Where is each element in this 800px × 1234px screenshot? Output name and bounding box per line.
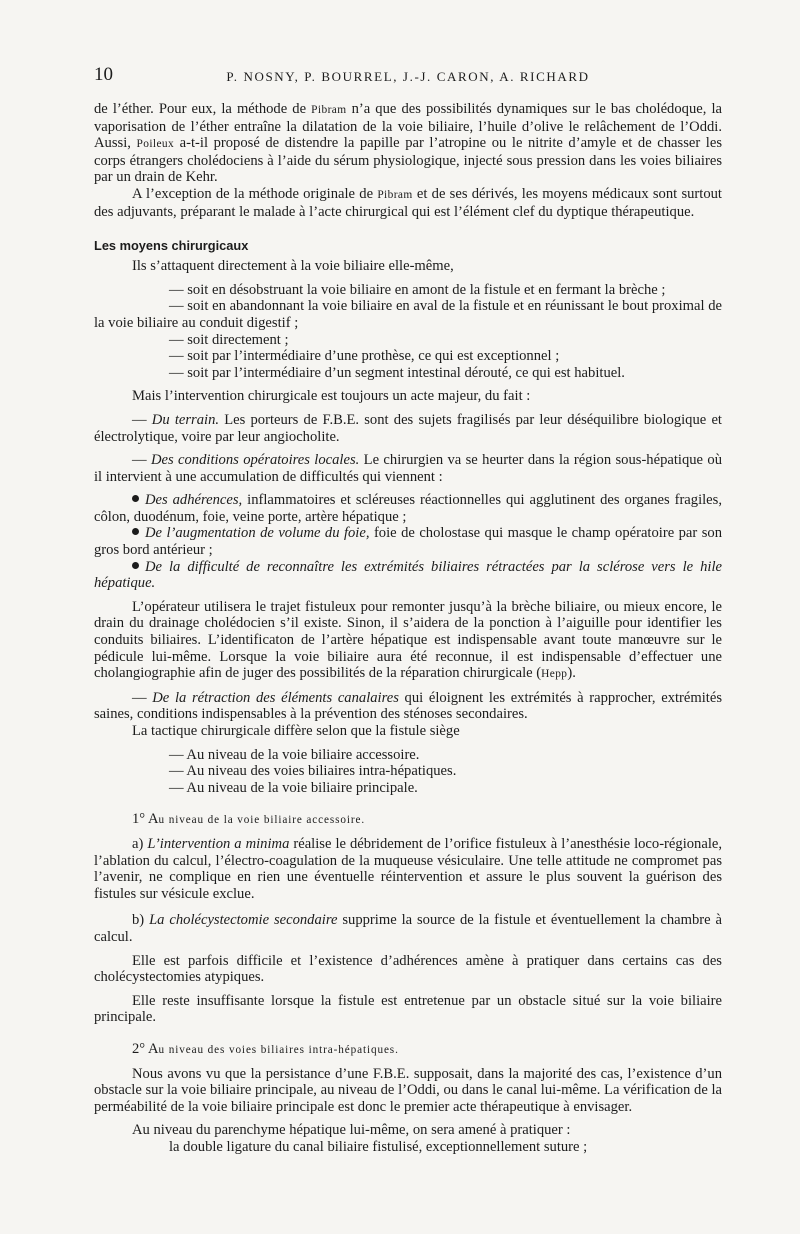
page-number: 10 <box>94 64 113 85</box>
subheading-initial: A <box>147 1040 159 1057</box>
list-item-adherences <box>94 492 722 525</box>
paragraph-a-minima <box>94 836 722 902</box>
text-span: qui éloignent les extrémités à rapprocher, extrémités saines, conditions indispensables à la prévention des sténoses secondaires. <box>94 689 722 723</box>
subheading-initial: A <box>147 811 159 828</box>
text-span: de l’éther. Pour eux, la méthode de <box>94 101 312 117</box>
dash: — <box>132 452 151 469</box>
paragraph-insuffisante: Elle reste insuffisante lorsque la fistule est entretenue par un obstacle situé sur la voie biliaire principale. <box>94 992 722 1026</box>
bullet-icon <box>132 495 139 502</box>
subheading-1 <box>94 811 722 829</box>
italic-title: La cholécystectomie secondaire <box>149 912 338 929</box>
item-label: a) <box>132 835 148 852</box>
italic-title: Du terrain. <box>151 411 220 428</box>
subheading-2 <box>94 1041 722 1059</box>
italic-title: L’intervention a minima <box>147 835 290 852</box>
dash: — <box>132 689 153 706</box>
page-header <box>94 64 722 94</box>
page <box>94 64 722 1155</box>
paragraph-cholecystectomie <box>94 912 722 945</box>
subheading-number: 1° <box>132 811 148 828</box>
running-head: P. NOSNY, P. BOURREL, J.-J. CARON, A. RICHARD <box>226 69 590 84</box>
list-item-subway-3: — soit par l’intermédiaire d’un segment intestinal dérouté, ce qui est habituel. <box>169 364 625 381</box>
paragraph-operateur <box>94 599 722 683</box>
italic-title: De la rétraction des éléments canalaires <box>152 689 399 706</box>
subheading-text: u niveau des voies biliaires intra-hépatiques. <box>158 1043 399 1056</box>
list-item-subway-2: — soit par l’intermédiaire d’une prothèse, ce qui est exceptionnel ; <box>169 348 560 365</box>
bullet-icon <box>132 562 139 569</box>
list-item-level-3: — Au niveau de la voie biliaire principale. <box>169 779 418 796</box>
author-name: Hepp <box>541 668 568 681</box>
author-name: Poileux <box>136 138 175 151</box>
italic-title: Des adhérences, <box>145 492 243 509</box>
bullet-icon <box>132 528 139 535</box>
subheading-number: 2° <box>132 1040 148 1057</box>
italic-title: De la difficulté de reconnaître les extrémités biliaires rétractées par la sclérose vers le hile hépatique. <box>94 558 722 592</box>
text-span: A l’exception de la méthode originale de <box>132 185 378 202</box>
list-item-subway-1: — soit directement ; <box>169 331 289 348</box>
text-span: a-t-il proposé de distendre la papille par l’atropine ou le nitrite d’amyle et de chasser les corps étrangers cholédociens à l’aide du sérum physiologique, injecté sous pression dans les voies biliaires par un drain de Kehr. <box>94 135 723 186</box>
text-span: réalise le débridement de l’orifice fistuleux à l’anesthésie loco-régionale, l’ablation du calcul, l’électro-coagulation de la muqueuse vésiculaire. Une telle attitude ne compromet pas l’avenir, ne complique en rien une éventuelle réintervention et assure le plus souvent la guérison des fistules sur vésicule exclue. <box>94 835 722 902</box>
list-item-level-2: — Au niveau des voies biliaires intra-hépatiques. <box>169 763 457 780</box>
text-span: inflammatoires et scléreuses réactionnelles qui agglutinent des organes fragiles, côlon, duodénum, foie, veine porte, artère hépatique ; <box>94 492 722 525</box>
paragraph-mais: Mais l’intervention chirurgicale est toujours un acte majeur, du fait : <box>132 388 531 405</box>
italic-title: De l’augmentation de volume du foie, <box>145 525 370 542</box>
paragraph-ligature: la double ligature du canal biliaire fistulisé, exceptionnellement suture ; <box>169 1138 588 1155</box>
paragraph-terrain <box>94 412 722 445</box>
text-span: ). <box>567 665 576 682</box>
paragraph-retraction <box>94 690 722 723</box>
paragraph-conditions <box>94 452 722 485</box>
list-item-level-1: — Au niveau de la voie biliaire accessoire. <box>169 746 420 763</box>
paragraph-ether <box>94 101 722 186</box>
dash: — <box>132 411 152 428</box>
author-name: Pibram <box>377 188 413 201</box>
item-label: b) <box>132 912 150 929</box>
text-span: Le chirurgien va se heurter dans la région sous-hépatique où il intervient à une accumulation de difficultés qui viennent : <box>94 452 722 485</box>
author-name: Pibram <box>311 104 347 116</box>
list-item-volume-foie <box>94 525 722 558</box>
paragraph-moyens-medicaux <box>94 186 722 220</box>
text-span: foie de cholostase qui masque le champ opératoire par son gros bord antérieur ; <box>94 525 722 559</box>
paragraph-parenchyme: Au niveau du parenchyme hépatique lui-même, on sera amené à pratiquer : <box>132 1122 571 1139</box>
subheading-text: u niveau de la voie biliaire accessoire. <box>158 814 366 827</box>
text-span: L’opérateur utilisera le trajet fistuleux pour remonter jusqu’à la brèche biliaire, ou mieux encore, le drain du drainage cholédocien s’il existe. Sinon, il s’aidera de la ponction à l’aiguille pour identifier les conduits biliaires. L’identificaton de l’artère hépatique est indispensable avant toute manœuvre sur le pédicule lui-même. Lorsque la voie biliaire aura été reconnue, il est indispensable d’effectuer une cholangiographie afin de juger des possibilités de la réparation chirurgicale ( <box>94 598 722 682</box>
paragraph-persistance: Nous avons vu que la persistance d’une F.B.E. supposait, dans la majorité des cas, l’existence d’un obstacle sur la voie biliaire principale, au niveau de l’Oddi, ou dans le canal lui-même. La vérification de la perméabilité de la voie biliaire principale est donc le premier acte thérapeutique à envisager. <box>94 1065 722 1115</box>
text-span: n’a que des possibilités dynamiques sur le bas cholédoque, la vaporisation de l’éther entraîne la dilatation de la voie biliaire, l’huile d’olive le relâchement de l’Oddi. Aussi, <box>94 101 722 152</box>
paragraph-difficile: Elle est parfois difficile et l’existence d’adhérences amène à pratiquer dans certains cas des cholécystectomies atypiques. <box>94 952 722 986</box>
italic-title: Des conditions opératoires locales. <box>150 452 360 469</box>
text-span: supprime la source de la fistule et éventuellement la chambre à calcul. <box>94 912 723 945</box>
text-span: Les porteurs de F.B.E. sont des sujets fragilisés par leur déséquilibre biologique et électrolytique, voire par leur angiocholite. <box>94 411 722 445</box>
paragraph-tactique: La tactique chirurgicale diffère selon que la fistule siège <box>132 723 460 739</box>
list-item-way-2: — soit en abandonnant la voie biliaire en aval de la fistule et en réunissant le bout proximal de la voie biliaire au conduit digestif ; <box>94 298 722 331</box>
text-span: et de ses dérivés, les moyens médicaux sont surtout des adjuvants, préparant le malade à l’acte chirurgical qui est l’élément clef du dyptique thérapeutique. <box>94 185 722 220</box>
list-item-difficulte <box>94 559 722 592</box>
section-title: Les moyens chirurgicaux <box>94 238 249 254</box>
list-item-way-1: — soit en désobstruant la voie biliaire en amont de la fistule et en fermant la brèche ; <box>169 281 666 298</box>
paragraph-intro: Ils s’attaquent directement à la voie biliaire elle-même, <box>132 258 454 275</box>
